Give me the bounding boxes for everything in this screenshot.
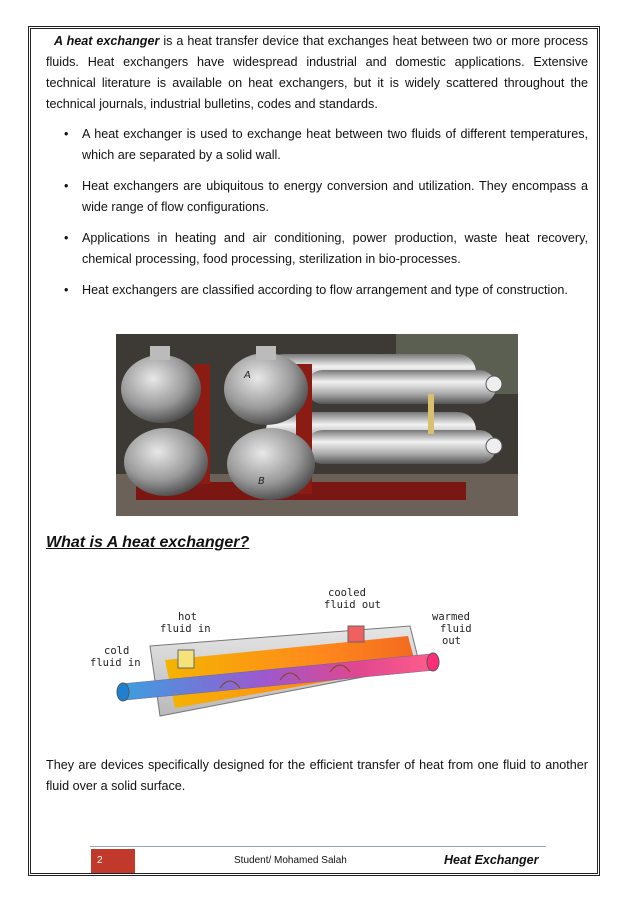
intro-term: A heat exchanger [54,34,160,48]
footer-title: Heat Exchanger [444,853,539,867]
diagram-label-fluid-out: fluid out [324,599,381,611]
diagram-label-hot-fluid-in: fluid in [160,623,211,635]
bullet-item: • Heat exchangers are ubiquitous to energy conversion and utilization. They encompass a wide range of flow configurations. [46,176,588,218]
heat-exchanger-photo [116,334,518,516]
diagram-label-warmed-out: out [442,635,461,647]
photo-tag-a: A [244,370,251,381]
section-heading: What is A heat exchanger? [46,534,250,551]
intro-paragraph [46,31,588,115]
diagram-label-warmed: warmed [432,611,470,623]
bullet-item: • A heat exchanger is used to exchange heat between two fluids of different temperatures, which are separated by a solid wall. [46,124,588,166]
footer-student: Student/ Mohamed Salah [234,855,347,866]
heat-exchanger-diagram [80,584,540,724]
closing-paragraph: They are devices specifically designed for the efficient transfer of heat from one fluid to another fluid over a solid surface. [46,758,588,793]
footer-divider [90,846,546,847]
intro-text: is a heat transfer device that exchanges heat between two or more process fluids. Heat exchangers have widespread industrial and domestic applications. Extensive technical literature is available on heat exchangers, but it is widely scattered throughout the technical journals, industrial bulletins, codes and standards. [46,34,588,111]
diagram-label-cold-fluid-in: fluid in [90,657,141,669]
diagram-label-warmed-fluid: fluid [440,623,472,635]
diagram-label-cooled: cooled [328,587,366,599]
bullet-item: • Applications in heating and air conditioning, power production, waste heat recovery, chemical processing, food processing, sterilization in bio-processes. [46,228,588,270]
bullet-list [46,124,588,311]
diagram-label-hot: hot [178,611,197,623]
page-number: 2 [91,849,135,873]
bullet-item: • Heat exchangers are classified according to flow arrangement and type of construction. [46,280,588,301]
photo-tag-b: B [258,476,265,487]
diagram-label-cold: cold [104,645,130,657]
